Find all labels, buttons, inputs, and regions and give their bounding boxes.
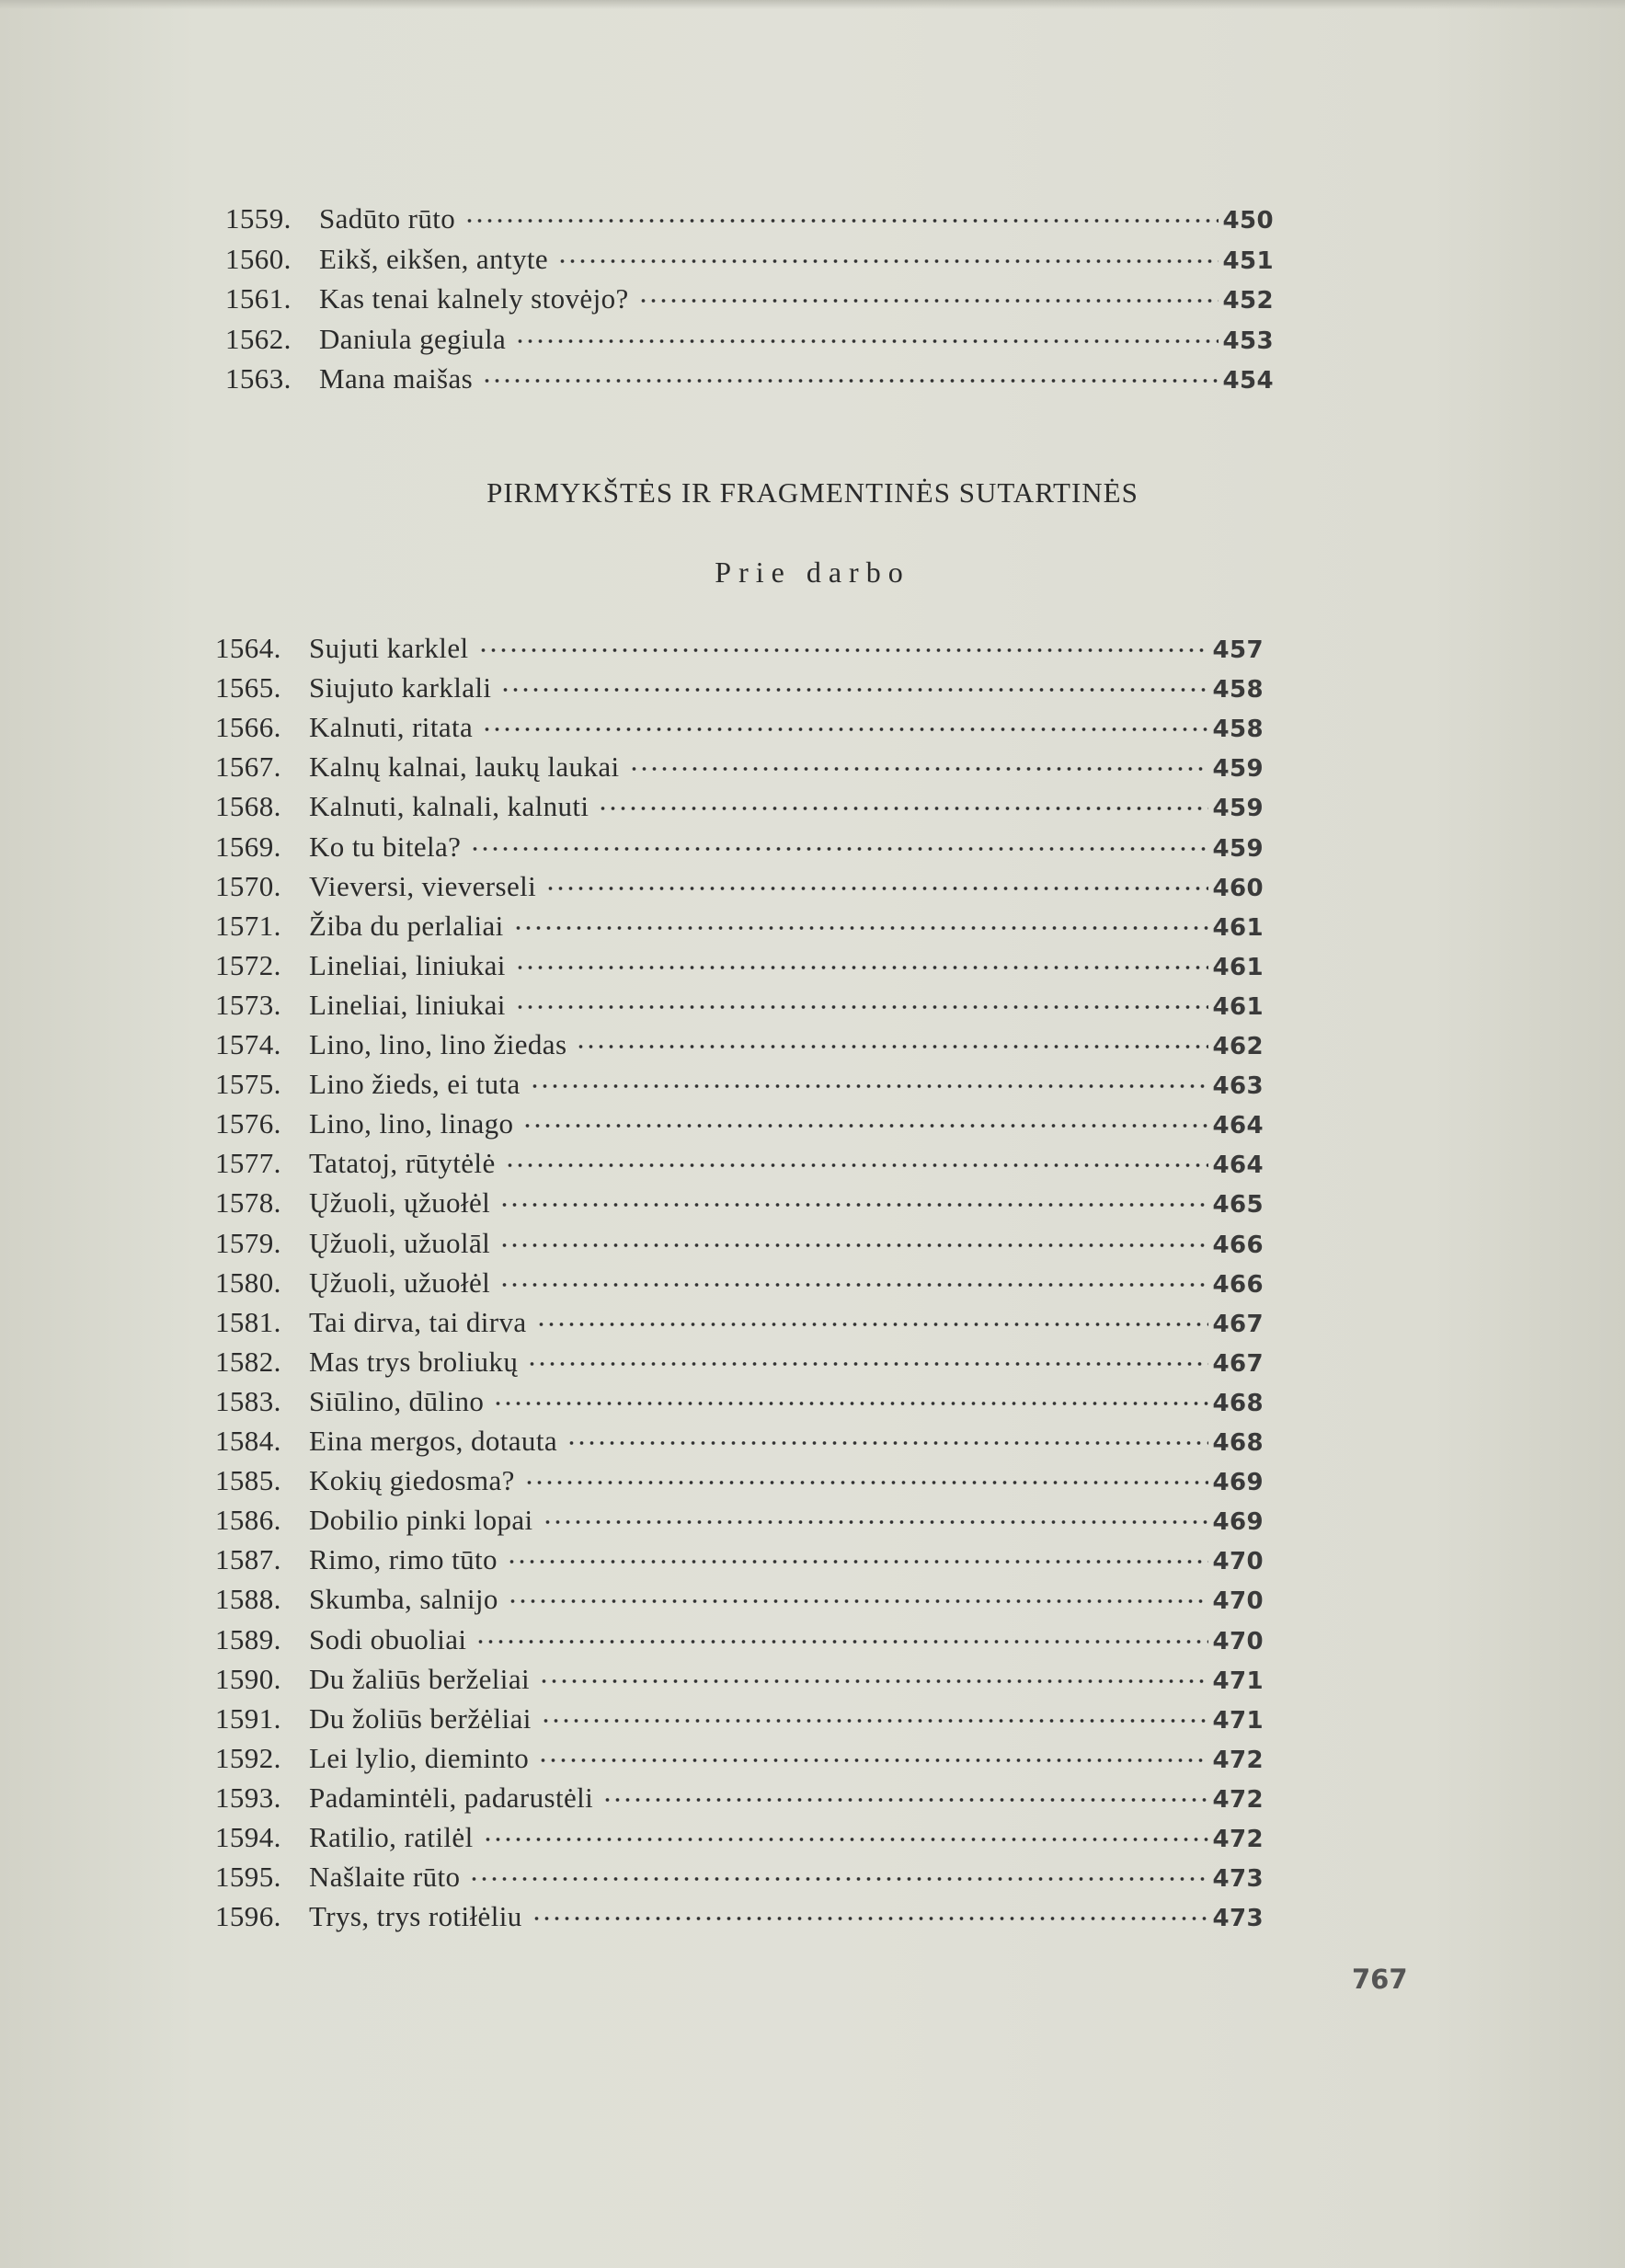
entry-title: Ųžuoli, užuolāl — [309, 1226, 491, 1259]
entry-number: 1573. — [215, 988, 281, 1021]
entry-title: Ratilio, ratilėl — [309, 1821, 474, 1853]
entry-title: Sodi obuoliai — [309, 1622, 467, 1655]
entry-number: 1565. — [215, 671, 281, 704]
entry-title: Sadūto rūto — [319, 202, 456, 235]
entry-page-ref: 468 — [1212, 1389, 1264, 1417]
entry-title: Lino žieds, ei tuta — [309, 1068, 521, 1101]
entry-page-ref: 461 — [1212, 913, 1264, 942]
entry-page-ref: 453 — [1222, 326, 1274, 355]
dot-leader — [500, 686, 1208, 693]
toc-entry — [215, 1780, 1264, 1816]
entry-title: Trys, trys rotiłėliu — [309, 1900, 522, 1933]
toc-entry — [215, 1621, 1264, 1658]
page-top-edge — [0, 0, 1625, 9]
entry-number: 1571. — [215, 909, 281, 942]
toc-entry — [215, 1541, 1264, 1578]
entry-number: 1582. — [215, 1345, 281, 1378]
entry-title: Ųžuoli, užuołėl — [309, 1266, 491, 1299]
entry-number: 1561. — [225, 282, 292, 315]
entry-number: 1590. — [215, 1662, 281, 1695]
toc-entry — [215, 788, 1264, 825]
entry-page-ref: 452 — [1222, 287, 1274, 315]
toc-entry — [215, 1462, 1264, 1499]
toc-entry — [215, 868, 1264, 905]
entry-number: 1595. — [215, 1861, 281, 1894]
entry-title: Kalnuti, kalnali, kalnuti — [309, 790, 589, 823]
entry-title: Vieversi, vieverseli — [309, 869, 537, 902]
dot-leader — [543, 1518, 1208, 1526]
entry-number: 1580. — [215, 1266, 281, 1299]
entry-number: 1586. — [215, 1504, 281, 1537]
entry-title: Žiba du perlaliai — [309, 909, 504, 942]
entry-page-ref: 467 — [1212, 1310, 1264, 1338]
entry-page-ref: 465 — [1212, 1191, 1264, 1220]
entry-page-ref: 451 — [1222, 246, 1274, 275]
entry-number: 1576. — [215, 1107, 281, 1140]
entry-title: Našlaite rūto — [309, 1861, 461, 1894]
dot-leader — [557, 258, 1219, 265]
entry-page-ref: 472 — [1212, 1785, 1264, 1814]
dot-leader — [522, 1122, 1208, 1129]
dot-leader — [464, 217, 1219, 224]
entry-title: Daniula gegiula — [319, 322, 507, 355]
toc-entry — [215, 1066, 1264, 1103]
entry-title: Kokių giedosma? — [309, 1464, 515, 1497]
entry-page-ref: 454 — [1222, 367, 1274, 395]
dot-leader — [527, 1360, 1208, 1368]
toc-entry — [215, 1145, 1264, 1182]
page-number: 767 — [1352, 1964, 1408, 1995]
entry-title: Siūlino, dūlino — [309, 1384, 485, 1417]
dot-leader — [566, 1439, 1208, 1447]
toc-entry — [215, 829, 1264, 865]
entry-page-ref: 473 — [1212, 1905, 1264, 1933]
entry-title: Eina mergos, dotauta — [309, 1425, 558, 1457]
entry-number: 1568. — [215, 790, 281, 823]
section-heading: PIRMYKŠTĖS IR FRAGMENTINĖS SUTARTINĖS — [486, 476, 1139, 509]
entry-page-ref: 450 — [1222, 207, 1274, 235]
entry-number: 1579. — [215, 1226, 281, 1259]
entry-number: 1584. — [215, 1425, 281, 1457]
toc-entry — [215, 670, 1264, 706]
entry-number: 1589. — [215, 1622, 281, 1655]
entry-number: 1570. — [215, 869, 281, 902]
entry-number: 1581. — [215, 1305, 281, 1338]
entry-title: Du žaliūs berželiai — [309, 1662, 530, 1695]
dot-leader — [469, 1875, 1208, 1883]
entry-page-ref: 471 — [1212, 1667, 1264, 1695]
entry-page-ref: 470 — [1212, 1627, 1264, 1655]
entry-page-ref: 464 — [1212, 1112, 1264, 1140]
toc-entry — [215, 1819, 1264, 1856]
dot-leader — [538, 1757, 1208, 1764]
entry-page-ref: 470 — [1212, 1587, 1264, 1616]
entry-number: 1583. — [215, 1384, 281, 1417]
entry-title: Kas tenai kalnely stovėjo? — [319, 282, 629, 315]
subsection-heading: Prie darbo — [715, 556, 910, 589]
dot-leader — [513, 924, 1208, 932]
entry-title: Mas trys broliukų — [309, 1345, 519, 1378]
entry-title: Lino, lino, lino žiedas — [309, 1028, 567, 1060]
toc-entry — [225, 361, 1274, 397]
entry-number: 1585. — [215, 1464, 281, 1497]
dot-leader — [499, 1281, 1208, 1289]
toc-entry — [225, 321, 1274, 358]
toc-entry — [215, 709, 1264, 746]
entry-page-ref: 467 — [1212, 1349, 1264, 1378]
entry-title: Tai dirva, tai dirva — [309, 1305, 527, 1338]
dot-leader — [638, 297, 1219, 304]
toc-entry — [215, 1383, 1264, 1420]
dot-leader — [505, 1162, 1208, 1169]
entry-number: 1567. — [215, 750, 281, 784]
entry-title: Eikš, eikšen, antyte — [319, 242, 549, 275]
dot-leader — [539, 1678, 1208, 1685]
entry-number: 1559. — [225, 202, 292, 235]
entry-page-ref: 461 — [1212, 992, 1264, 1021]
entry-page-ref: 469 — [1212, 1469, 1264, 1497]
entry-page-ref: 468 — [1212, 1429, 1264, 1457]
entry-title: Kalnų kalnai, laukų laukai — [309, 750, 620, 784]
toc-entry — [215, 987, 1264, 1024]
dot-leader — [515, 338, 1219, 345]
entry-title: Tatatoj, rūtytėlė — [309, 1147, 496, 1180]
dot-leader — [508, 1598, 1208, 1605]
toc-entry — [215, 1898, 1264, 1935]
dot-leader — [475, 1638, 1208, 1645]
entry-title: Skumba, salnijo — [309, 1583, 498, 1616]
entry-page-ref: 461 — [1212, 953, 1264, 981]
entry-title: Lei lylio, dieminto — [309, 1741, 530, 1774]
entry-title: Sujuti karklel — [309, 632, 469, 664]
entry-title: Lineliai, liniukai — [309, 948, 506, 981]
dot-leader — [507, 1558, 1208, 1565]
dot-leader — [482, 726, 1208, 733]
toc-entry — [215, 1423, 1264, 1460]
dot-leader — [576, 1043, 1208, 1050]
entry-title: Padamintėli, padarustėli — [309, 1781, 594, 1814]
entry-page-ref: 458 — [1212, 676, 1264, 704]
entry-number: 1566. — [215, 711, 281, 744]
entry-title: Kalnuti, ritata — [309, 711, 474, 744]
entry-page-ref: 459 — [1212, 795, 1264, 823]
toc-entry — [225, 281, 1274, 317]
toc-entry — [215, 947, 1264, 984]
entry-title: Mana maišas — [319, 362, 474, 395]
dot-leader — [515, 964, 1208, 971]
entry-page-ref: 459 — [1212, 755, 1264, 784]
entry-number: 1572. — [215, 948, 281, 981]
entry-number: 1562. — [225, 322, 292, 355]
entry-title: Siujuto karklali — [309, 671, 492, 704]
dot-leader — [478, 647, 1209, 654]
toc-entry — [215, 1304, 1264, 1341]
dot-leader — [524, 1479, 1208, 1486]
entry-number: 1575. — [215, 1068, 281, 1101]
toc-entry — [225, 200, 1274, 237]
toc-entry — [215, 1502, 1264, 1539]
dot-leader — [530, 1082, 1208, 1090]
entry-page-ref: 469 — [1212, 1508, 1264, 1537]
entry-title: Dobilio pinki lopai — [309, 1504, 533, 1537]
entry-number: 1587. — [215, 1543, 281, 1576]
dot-leader — [499, 1201, 1208, 1208]
entry-title: Rimo, rimo tūto — [309, 1543, 498, 1576]
toc-entry — [215, 1265, 1264, 1301]
entry-number: 1594. — [215, 1821, 281, 1853]
entry-page-ref: 459 — [1212, 834, 1264, 863]
toc-entry — [215, 1701, 1264, 1737]
dot-leader — [493, 1400, 1208, 1407]
toc-entry — [215, 1185, 1264, 1221]
entry-number: 1560. — [225, 242, 292, 275]
toc-entry — [215, 1859, 1264, 1896]
entry-title: Ko tu bitela? — [309, 830, 462, 863]
entry-number: 1596. — [215, 1900, 281, 1933]
dot-leader — [598, 805, 1208, 812]
entry-number: 1591. — [215, 1701, 281, 1735]
entry-number: 1588. — [215, 1583, 281, 1616]
dot-leader — [499, 1242, 1208, 1249]
toc-entry — [215, 1105, 1264, 1142]
entry-page-ref: 471 — [1212, 1706, 1264, 1735]
toc-entry — [215, 1581, 1264, 1618]
entry-page-ref: 457 — [1212, 636, 1264, 664]
toc-entry — [215, 1740, 1264, 1777]
entry-number: 1569. — [215, 830, 281, 863]
entry-page-ref: 458 — [1212, 716, 1264, 744]
entry-page-ref: 470 — [1212, 1548, 1264, 1576]
toc-entry — [215, 1225, 1264, 1262]
entry-page-ref: 460 — [1212, 874, 1264, 902]
entry-page-ref: 463 — [1212, 1072, 1264, 1101]
dot-leader — [545, 885, 1208, 892]
entry-title: Ųžuoli, ųžuołėl — [309, 1186, 491, 1220]
entry-page-ref: 466 — [1212, 1231, 1264, 1259]
entry-page-ref: 472 — [1212, 1746, 1264, 1774]
entry-number: 1593. — [215, 1781, 281, 1814]
entry-number: 1563. — [225, 362, 292, 395]
toc-entry — [215, 749, 1264, 785]
dot-leader — [470, 845, 1208, 853]
entry-number: 1592. — [215, 1741, 281, 1774]
dot-leader — [482, 377, 1219, 384]
entry-title: Lino, lino, linago — [309, 1107, 514, 1140]
entry-page-ref: 472 — [1212, 1826, 1264, 1853]
entry-page-ref: 473 — [1212, 1865, 1264, 1894]
entry-page-ref: 464 — [1212, 1151, 1264, 1180]
dot-leader — [536, 1321, 1208, 1328]
entry-title: Lineliai, liniukai — [309, 988, 506, 1021]
dot-leader — [515, 1003, 1208, 1011]
entry-number: 1577. — [215, 1147, 281, 1180]
entry-page-ref: 466 — [1212, 1270, 1264, 1299]
entry-title: Du žoliūs beržėliai — [309, 1701, 532, 1735]
dot-leader — [532, 1915, 1208, 1922]
toc-entry — [225, 241, 1274, 278]
dot-leader — [629, 765, 1208, 773]
toc-entry — [215, 1344, 1264, 1380]
entry-number: 1578. — [215, 1186, 281, 1220]
dot-leader — [602, 1796, 1208, 1804]
dot-leader — [483, 1836, 1208, 1843]
toc-entry — [215, 630, 1264, 667]
toc-entry — [215, 1661, 1264, 1698]
dot-leader — [541, 1717, 1208, 1724]
toc-entry — [215, 908, 1264, 945]
entry-page-ref: 462 — [1212, 1033, 1264, 1060]
entry-number: 1564. — [215, 632, 281, 664]
toc-entry — [215, 1026, 1264, 1063]
entry-number: 1574. — [215, 1028, 281, 1060]
